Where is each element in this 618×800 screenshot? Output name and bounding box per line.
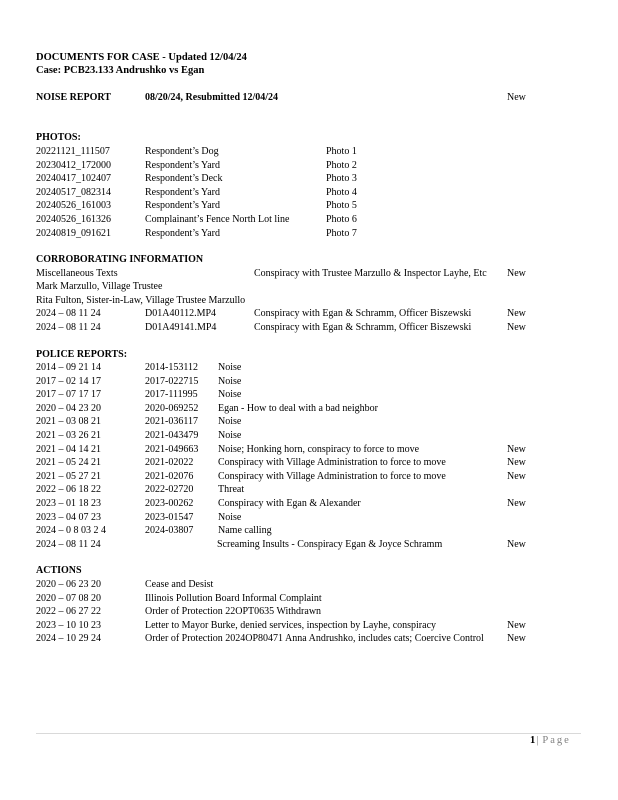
photo-file: 20240526_161326 <box>36 214 111 225</box>
action-row <box>0 592 618 606</box>
corr-status: New <box>507 321 526 333</box>
police-status: New <box>507 498 526 509</box>
police-status: New <box>507 470 526 482</box>
police-date: 2024 – 08 11 24 <box>36 538 101 550</box>
police-row <box>0 524 618 538</box>
police-status: New <box>507 538 526 550</box>
police-status: New <box>507 457 526 469</box>
misc-label: Miscellaneous Texts <box>36 268 118 279</box>
action-desc: Order of Protection 22OPT0635 Withdrawn <box>145 606 322 618</box>
police-desc: Noise <box>218 389 242 401</box>
police-date: 2021 – 04 14 21 <box>36 443 101 455</box>
actions-heading: ACTIONS <box>36 565 82 576</box>
action-row <box>0 632 618 646</box>
police-row <box>0 497 618 511</box>
police-row <box>0 361 618 375</box>
person-1: Mark Marzullo, Village Trustee <box>36 281 163 292</box>
police-desc: Noise <box>218 511 242 523</box>
misc-desc: Conspiracy with Trustee Marzullo & Inspector Layhe, Etc <box>254 268 487 279</box>
police-number: 2023-00262 <box>145 498 194 509</box>
photo-file: 20240819_091621 <box>36 227 111 239</box>
page-label: Page <box>542 735 571 746</box>
photo-row <box>0 199 618 213</box>
noise-report-status: New <box>507 92 526 103</box>
photo-row <box>0 172 618 186</box>
police-row <box>0 538 618 552</box>
action-date: 2023 – 10 10 23 <box>36 619 101 631</box>
police-desc: Noise; Honking horn, conspiracy to force to move <box>218 443 420 455</box>
footer-rule <box>36 733 581 734</box>
police-date: 2021 – 03 26 21 <box>36 430 101 441</box>
corr-date: 2024 – 08 11 24 <box>36 321 101 333</box>
police-number: 2017-022715 <box>145 375 199 387</box>
corr-desc: Conspiracy with Egan & Schramm, Officer Biszewski <box>254 308 472 319</box>
photo-file: 20240417_102407 <box>36 173 111 185</box>
action-status: New <box>507 619 526 631</box>
corr-file: D01A49141.MP4 <box>145 321 217 333</box>
police-row <box>0 456 618 470</box>
corr-file: D01A40112.MP4 <box>145 308 217 319</box>
police-row <box>0 443 618 457</box>
police-number: 2017-111995 <box>145 389 198 401</box>
photo-file: 20230412_172000 <box>36 159 111 171</box>
photo-ref: Photo 5 <box>326 200 357 212</box>
action-row <box>0 605 618 619</box>
police-desc: Noise <box>218 362 242 373</box>
photo-desc: Respondent’s Yard <box>145 200 221 212</box>
police-date: 2023 – 04 07 23 <box>36 511 101 523</box>
action-desc: Order of Protection 2024OP80471 Anna Andrushko, includes cats; Coercive Control <box>145 633 484 645</box>
police-date: 2017 – 07 17 17 <box>36 389 101 401</box>
police-desc: Egan - How to deal with a bad neighbor <box>218 402 378 414</box>
action-date: 2020 – 07 08 20 <box>36 592 101 604</box>
noise-report-row <box>0 91 618 105</box>
police-row <box>0 511 618 525</box>
corroborating-heading: CORROBORATING INFORMATION <box>36 254 204 265</box>
person-2: Rita Fulton, Sister-in-Law, Village Trustee Marzullo <box>36 295 246 306</box>
police-number: 2023-01547 <box>145 511 194 523</box>
photo-row <box>0 186 618 200</box>
photo-file: 20240517_082314 <box>36 186 111 198</box>
page-number: 1 <box>530 735 536 746</box>
police-row <box>0 388 618 402</box>
misc-status: New <box>507 268 526 279</box>
police-date: 2021 – 05 27 21 <box>36 470 101 482</box>
police-row <box>0 402 618 416</box>
action-row <box>0 578 618 592</box>
photo-ref: Photo 3 <box>326 173 357 185</box>
police-row <box>0 483 618 497</box>
photo-desc: Respondent’s Yard <box>145 159 221 171</box>
photo-ref: Photo 7 <box>326 227 357 239</box>
noise-report-label: NOISE REPORT <box>36 92 111 103</box>
police-status: New <box>507 443 526 455</box>
photo-ref: Photo 1 <box>326 146 357 157</box>
police-number: 2022-02720 <box>145 484 194 496</box>
corr-status: New <box>507 308 526 319</box>
photo-file: 20221121_111507 <box>36 146 110 157</box>
corroborating-row <box>0 321 618 335</box>
police-date: 2021 – 03 08 21 <box>36 416 101 428</box>
photo-row <box>0 227 618 241</box>
police-number: 2021-02022 <box>145 457 194 469</box>
police-heading: POLICE REPORTS: <box>36 349 128 360</box>
police-date: 2023 – 01 18 23 <box>36 498 101 509</box>
police-desc: Name calling <box>218 525 272 537</box>
police-row <box>0 470 618 484</box>
footer <box>530 735 571 746</box>
corr-desc: Conspiracy with Egan & Schramm, Officer Biszewski <box>254 321 472 333</box>
police-desc: Noise <box>218 416 242 428</box>
police-number: 2014-153112 <box>145 362 198 373</box>
police-desc: Conspiracy with Village Administration to force to move <box>218 457 446 469</box>
case-title: Case: PCB23.133 Andrushko vs Egan <box>36 65 205 76</box>
photo-row <box>0 159 618 173</box>
corr-date: 2024 – 08 11 24 <box>36 308 101 319</box>
police-number: 2021-02076 <box>145 470 194 482</box>
photo-ref: Photo 2 <box>326 159 357 171</box>
police-desc: Screaming Insults - Conspiracy Egan & Joyce Schramm <box>217 538 443 550</box>
photo-ref: Photo 4 <box>326 186 357 198</box>
photo-desc: Respondent’s Dog <box>145 146 219 157</box>
police-date: 2024 – 0 8 03 2 4 <box>36 525 106 537</box>
police-date: 2021 – 05 24 21 <box>36 457 101 469</box>
action-row <box>0 619 618 633</box>
action-desc: Letter to Mayor Burke, denied services, inspection by Layhe, conspiracy <box>145 619 437 631</box>
photos-heading: PHOTOS: <box>36 132 81 143</box>
police-desc: Conspiracy with Village Administration to force to move <box>218 470 446 482</box>
photo-row <box>0 213 618 227</box>
action-date: 2024 – 10 29 24 <box>36 633 101 645</box>
noise-report-dates: 08/20/24, Resubmitted 12/04/24 <box>145 92 279 103</box>
police-desc: Threat <box>218 484 245 496</box>
action-desc: Illinois Pollution Board Informal Complaint <box>145 592 322 604</box>
police-date: 2022 – 06 18 22 <box>36 484 101 496</box>
police-date: 2017 – 02 14 17 <box>36 375 101 387</box>
police-date: 2014 – 09 21 14 <box>36 362 101 373</box>
police-row <box>0 375 618 389</box>
police-number: 2021-049663 <box>145 443 199 455</box>
photo-ref: Photo 6 <box>326 214 357 225</box>
police-desc: Noise <box>218 375 242 387</box>
corroborating-row <box>0 307 618 321</box>
doc-title: DOCUMENTS FOR CASE - Updated 12/04/24 <box>36 52 247 63</box>
photo-desc: Respondent’s Yard <box>145 227 221 239</box>
photo-row <box>0 145 618 159</box>
police-date: 2020 – 04 23 20 <box>36 402 101 414</box>
photo-desc: Complainant’s Fence North Lot line <box>145 214 290 225</box>
police-row <box>0 429 618 443</box>
police-desc: Noise <box>218 430 242 441</box>
photo-file: 20240526_161003 <box>36 200 111 212</box>
photo-desc: Respondent’s Yard <box>145 186 221 198</box>
police-number: 2024-03807 <box>145 525 194 537</box>
footer-separator: | <box>536 735 539 746</box>
misc-texts-row <box>0 267 618 281</box>
police-number: 2020-069252 <box>145 402 199 414</box>
action-status: New <box>507 633 526 645</box>
action-date: 2022 – 06 27 22 <box>36 606 101 618</box>
action-desc: Cease and Desist <box>145 579 214 590</box>
photo-desc: Respondent’s Deck <box>145 173 223 185</box>
police-number: 2021-036117 <box>145 416 198 428</box>
police-number: 2021-043479 <box>145 430 199 441</box>
action-date: 2020 – 06 23 20 <box>36 579 101 590</box>
police-row <box>0 415 618 429</box>
police-desc: Conspiracy with Egan & Alexander <box>218 498 361 509</box>
